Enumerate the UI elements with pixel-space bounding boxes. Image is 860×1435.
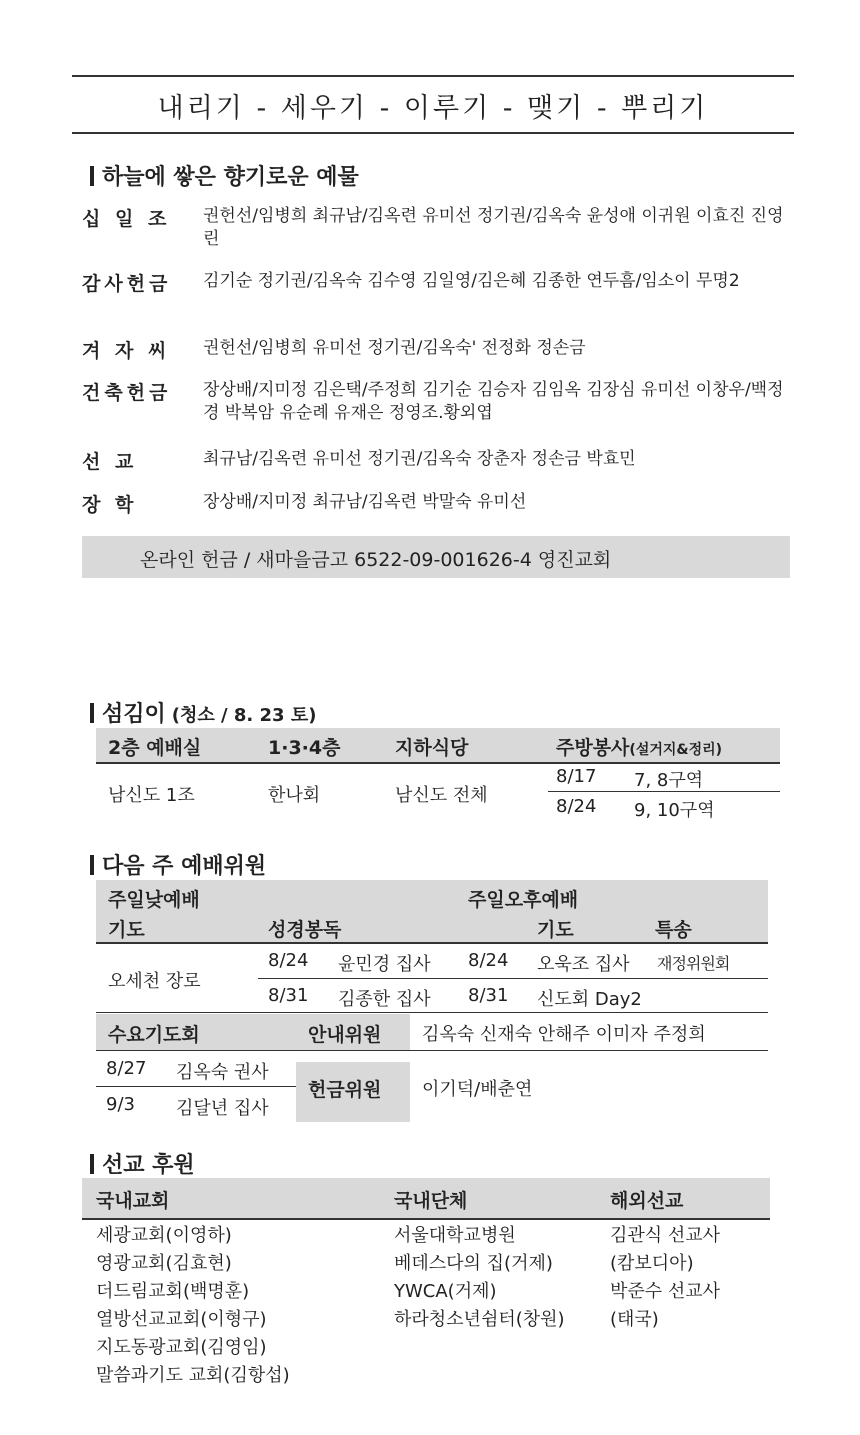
- list-item: 김관식 선교사: [610, 1225, 721, 1246]
- reading-date: 8/31: [268, 985, 309, 1006]
- offering-label: 선 교: [82, 451, 138, 473]
- servers-cell: 남신도 전체: [395, 785, 488, 806]
- servers-subtitle: (청소 / 8. 23 토): [171, 705, 317, 726]
- list-item: 하라청소년쉼터(창원): [394, 1309, 565, 1330]
- servers-header-cell: [556, 733, 722, 760]
- worship-bottom-rule: [96, 1012, 768, 1013]
- reader-name: 윤민경 집사: [338, 954, 431, 975]
- online-offering-text: 온라인 헌금 / 새마을금고 6522-09-001626-4 영진교회: [140, 549, 612, 571]
- mission-title: [90, 1148, 195, 1179]
- reading-date: 8/24: [268, 950, 309, 971]
- kitchen-header-note: (설거지&정리): [629, 742, 723, 758]
- list-item: 베데스다의 집(거제): [394, 1253, 553, 1274]
- kitchen-header: 주방봉사: [556, 737, 630, 759]
- offering-label: 십 일 조: [82, 208, 171, 230]
- kitchen-date: 8/17: [556, 766, 597, 787]
- offering-label: 건축헌금: [82, 382, 172, 404]
- offering-value: 최규남/김옥련 유미선 정기권/김옥숙 장춘자 정손금 박효민: [203, 449, 636, 469]
- section-bar-icon: [90, 166, 94, 186]
- worship-row-divider: [258, 978, 768, 979]
- mission-title-text: 선교 후원: [102, 1153, 195, 1178]
- usher-rule: [96, 1050, 768, 1051]
- servers-header-cell: 1·3·4층: [268, 737, 341, 759]
- kitchen-divider: [548, 791, 780, 792]
- worship-header-prayer2: 기도: [537, 919, 574, 941]
- worship-header-rule: [96, 942, 768, 944]
- wednesday-date: 8/27: [106, 1058, 147, 1079]
- evening-prayer: 오욱조 집사: [537, 954, 630, 975]
- evening-date: 8/24: [468, 950, 509, 971]
- servers-title-text: 섬김이: [102, 702, 166, 727]
- mission-header-orgs: 국내단체: [394, 1190, 468, 1212]
- reader-name: 김종한 집사: [338, 989, 431, 1010]
- offerings-title: [90, 160, 359, 191]
- motto-bottom-rule: [72, 132, 794, 134]
- list-item: 영광교회(김효현): [96, 1253, 232, 1274]
- church-list: [96, 1222, 290, 1390]
- overseas-list: [610, 1222, 720, 1334]
- org-list: [394, 1222, 565, 1334]
- list-item: (캄보디아): [610, 1253, 694, 1274]
- evening-date: 8/31: [468, 985, 509, 1006]
- offering-label: 감사헌금: [82, 273, 172, 295]
- mission-header-rule: [82, 1218, 770, 1220]
- worship-header-prayer: 기도: [108, 919, 145, 941]
- mission-header-churches: 국내교회: [96, 1190, 170, 1212]
- top-rule: [72, 75, 794, 77]
- offering-staff-names: 이기덕/배춘연: [422, 1079, 533, 1100]
- offering-value: 권헌선/임병희 유미선 정기권/김옥숙' 전정화 정손금: [203, 338, 586, 358]
- section-bar-icon: [90, 855, 94, 875]
- motto-text: 내리기 - 세우기 - 이루기 - 맺기 - 뿌리기: [157, 93, 709, 124]
- worship-title: [90, 849, 266, 880]
- wednesday-header: 수요기도회: [108, 1024, 200, 1046]
- evening-prayer: 신도회 Day2: [537, 989, 642, 1010]
- list-item: YWCA(거제): [394, 1281, 497, 1302]
- servers-header-cell: 2층 예배실: [108, 737, 202, 759]
- servers-title: [90, 697, 316, 728]
- kitchen-group: 9, 10구역: [634, 800, 715, 821]
- servers-cell: 남신도 1조: [108, 785, 195, 806]
- offerings-title-text: 하늘에 쌓은 향기로운 예물: [102, 165, 359, 190]
- section-bar-icon: [90, 703, 94, 723]
- servers-cell: 한나회: [268, 785, 321, 806]
- special-song: 재정위원회: [657, 954, 730, 973]
- list-item: 열방선교교회(이형구): [96, 1309, 267, 1330]
- morning-prayer: 오세천 장로: [108, 971, 201, 992]
- servers-header-cell: 지하식당: [395, 737, 469, 759]
- offering-value: 장상배/지미정 최규남/김옥련 박말숙 유미선: [203, 492, 527, 512]
- wednesday-name: 김달년 집사: [176, 1098, 269, 1119]
- list-item: 더드림교회(백명훈): [96, 1281, 250, 1302]
- worship-header-reading: 성경봉독: [268, 919, 342, 941]
- usher-names: 김옥숙 신재숙 안해주 이미자 주정희: [422, 1024, 706, 1045]
- list-item: 세광교회(이영하): [96, 1225, 232, 1246]
- offering-staff-header: 헌금위원: [308, 1079, 382, 1101]
- section-bar-icon: [90, 1154, 94, 1174]
- kitchen-date: 8/24: [556, 796, 597, 817]
- offering-value: 김기순 정기권/김옥숙 김수영 김일영/김은혜 김종한 연두흠/임소이 무명2: [203, 271, 740, 291]
- wednesday-name: 김옥숙 권사: [176, 1062, 269, 1083]
- worship-header-special: 특송: [655, 919, 692, 941]
- worship-header-evening: 주일오후예배: [468, 889, 579, 911]
- list-item: 지도동광교회(김영임): [96, 1337, 267, 1358]
- usher-header: 안내위원: [308, 1024, 382, 1046]
- servers-header-rule: [96, 762, 780, 764]
- list-item: (태국): [610, 1309, 659, 1330]
- list-item: 말씀과기도 교회(김항섭): [96, 1365, 290, 1386]
- list-item: 서울대학교병원: [394, 1225, 516, 1246]
- worship-title-text: 다음 주 예배위원: [102, 854, 267, 879]
- list-item: 박준수 선교사: [610, 1281, 721, 1302]
- offering-value: 장상배/지미정 김은택/주정희 김기순 김승자 김임옥 김장심 유미선 이창우/백정경 박복암 유순례 유재은 정영조.황외엽: [203, 380, 784, 423]
- kitchen-group: 7, 8구역: [634, 770, 704, 791]
- offering-value: 권헌선/임병희 최규남/김옥련 유미선 정기권/김옥숙 윤성애 이귀원 이효진 진영린: [203, 206, 784, 249]
- offering-label: 장 학: [82, 494, 138, 516]
- offering-label: 겨 자 씨: [82, 340, 171, 362]
- wednesday-date: 9/3: [106, 1094, 135, 1115]
- mission-header-overseas: 해외선교: [610, 1190, 684, 1212]
- wednesday-divider: [96, 1086, 296, 1087]
- worship-header-morning: 주일낮예배: [108, 889, 200, 911]
